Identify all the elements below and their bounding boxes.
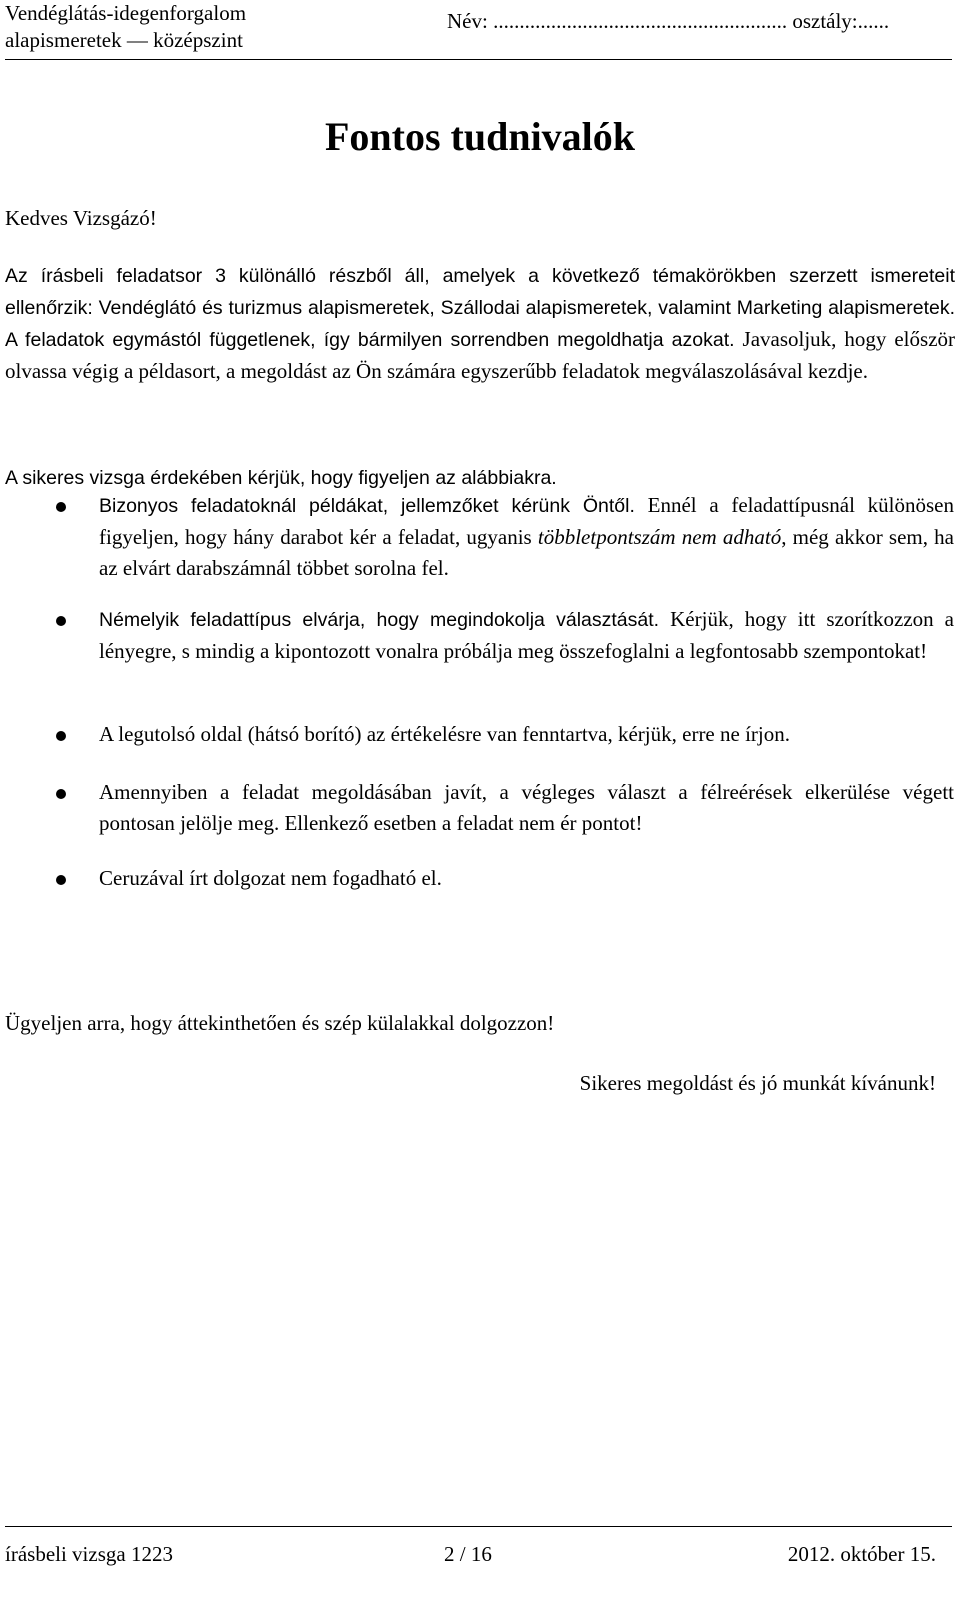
bullet-1-sans: Bizonyos feladatoknál példákat, jellemzőket kérünk Öntől. [99,495,635,517]
bullet-1-text-a: Ennél a feladattípusnál különösen figyeljen, hogy hány darabot kér a feladat, ugyanis [99,493,954,549]
bullet-item-corrections: Amennyiben a feladat megoldásában javít, a végleges választ a félreérések elkerülése végett pontosan jelölje meg. Ellenkező esetben a feladat nem ér pontot! [99,780,954,835]
bullet-dot [56,875,66,885]
intro-part2: Javasoljuk, hogy először olvassa végig a példasort, a megoldást az Ön számára egyszerűbb feladatok megválaszolásával kezdje. [5,327,956,383]
footer-page-number: 2 / 16 [444,1542,492,1566]
bullet-dot [56,789,66,799]
intro-paragraph [5,260,955,387]
bullet-dot [56,502,66,512]
closing-wish: Sikeres megoldást és jó munkát kívánunk! [579,1071,936,1095]
bullet-item-examples [99,490,954,584]
bullet-item-backcover: A legutolsó oldal (hátsó borító) az értékelésre van fenntartva, kérjük, erre ne írjon. [99,722,790,746]
header-name-class-field: Név: ........................................................ osztály:...... [447,9,890,33]
bullet-2-sans: Némelyik feladattípus elvárja, hogy megindokolja választását. [99,609,660,631]
header-subject-line1: Vendéglátás-idegenforgalom [5,1,247,25]
bullet-1-text-b: , még akkor sem, ha az elvárt darabszámnál többet sorolna fel. [99,525,954,580]
greeting: Kedves Vizsgázó! [5,206,157,230]
footer-exam-id: írásbeli vizsga 1223 [5,1542,173,1566]
footer-divider [5,1526,952,1527]
bullet-2-text-a: Kérjük, hogy itt szorítkozzon a lényegre, s mindig a kipontozott vonalra próbálja meg összefoglalni a legfontosabb szempontokat! [99,607,955,663]
closing-note: Ügyeljen arra, hogy áttekinthetően és szép külalakkal dolgozzon! [5,1011,555,1035]
header-subject [5,0,246,54]
bullet-1-italic: többletpontszám nem adható [537,525,782,549]
bullet-item-pencil: Ceruzával írt dolgozat nem fogadható el. [99,866,442,890]
bullet-dot [56,731,66,741]
footer-date: 2012. október 15. [787,1542,936,1566]
header-subject-line2: alapismeretek — középszint [5,28,243,52]
bullet-dot [56,616,66,626]
instructions-lead: A sikeres vizsga érdekében kérjük, hogy figyeljen az alábbiakra. [5,467,557,489]
header-divider [5,59,952,60]
page-title: Fontos tudnivalók [324,114,636,159]
intro-part1: Az írásbeli feladatsor 3 különálló részből áll, amelyek a következő témakörökben szerzett ismereteit ellenőrzik: Vendéglátó és turizmus alapismeretek, Szállodai alapismeretek, valamint Marketing alapismeretek. A feladatok egymástól függetlenek, így bármilyen sorrendben megoldhatja azokat. [5,265,955,351]
bullet-item-justify [99,604,954,667]
